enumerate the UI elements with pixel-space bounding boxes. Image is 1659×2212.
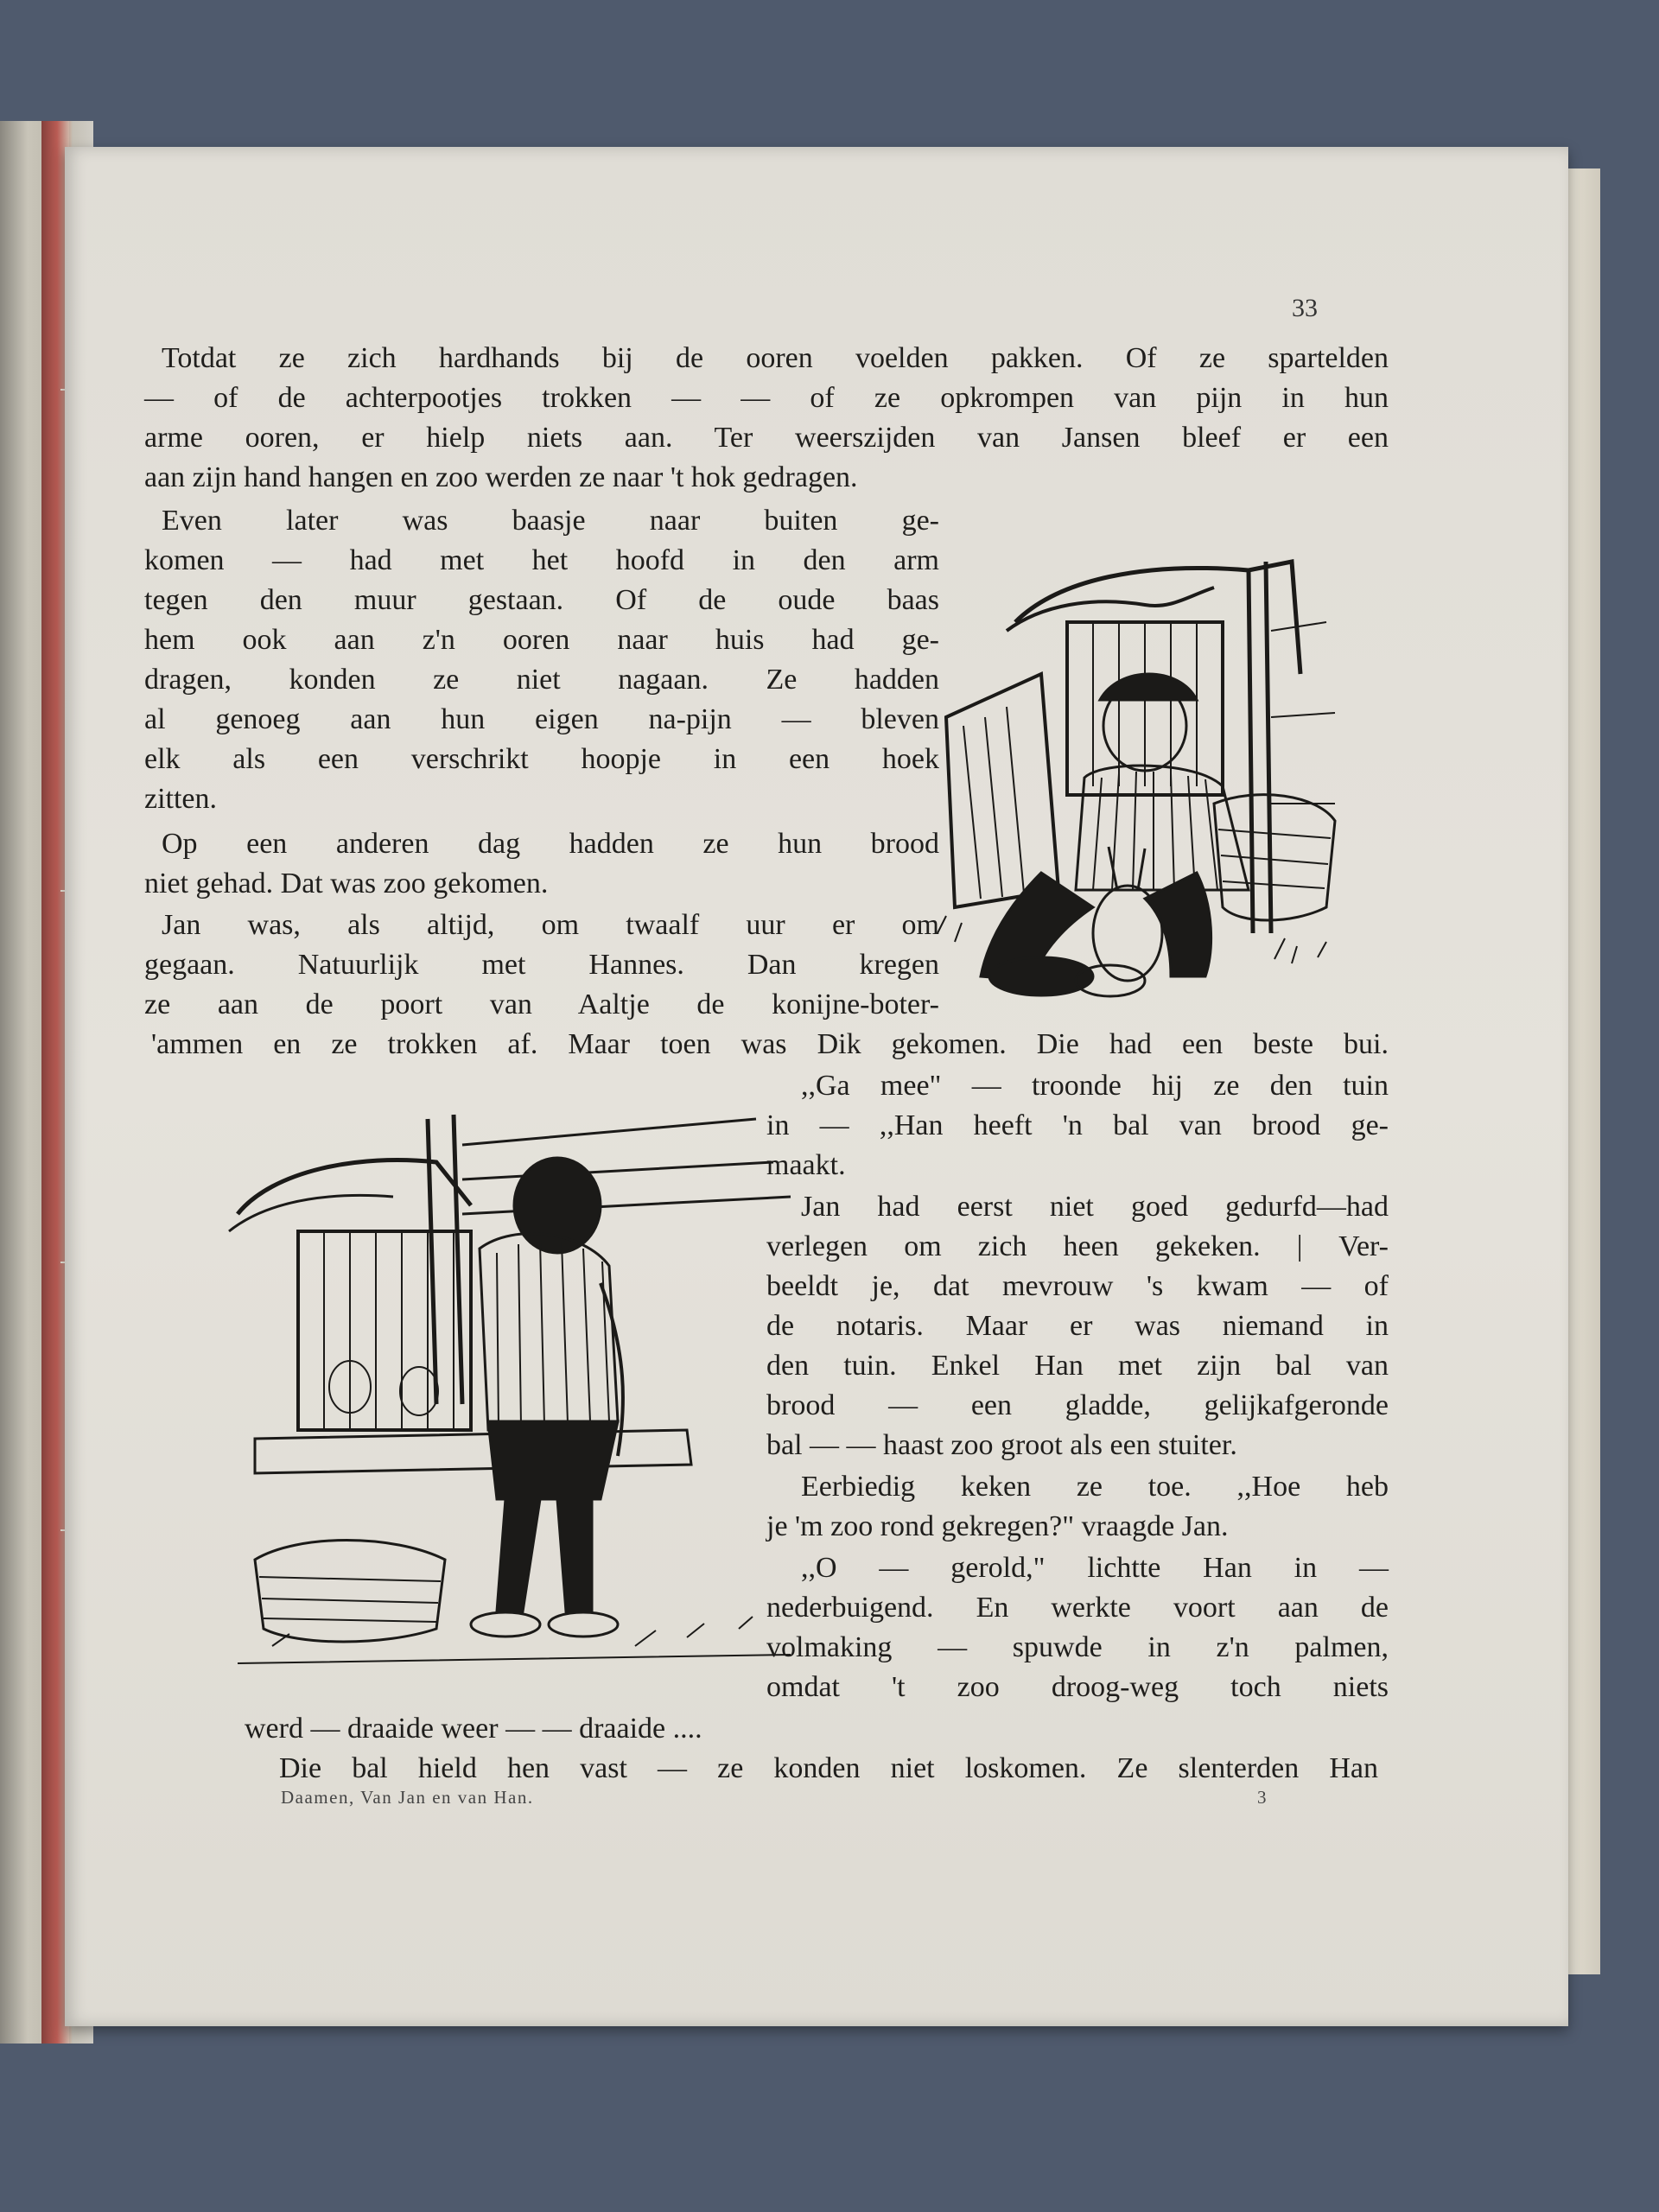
paragraph-line: — of de achterpootjes trokken — — of ze opkrompen van pijn in hun [144,382,1389,414]
paragraph-line: Die bal hield hen vast — ze konden niet loskomen. Ze slenterden Han [279,1752,1378,1784]
paragraph-line: 'ammen en ze trokken af. Maar toen was Dik gekomen. Die had een beste bui. [151,1028,1389,1060]
paragraph-line: bal — — haast zoo groot als een stuiter. [766,1429,1237,1461]
paragraph-line: komen — had met het hoofd in den arm [144,544,939,576]
paragraph-line: Eerbiedig keken ze toe. ,,Hoe heb [801,1471,1389,1503]
boy-at-rabbit-hutch-illustration [220,1093,808,1689]
paragraph-line: zitten. [144,783,218,815]
signature-mark: 3 [1257,1787,1268,1808]
paragraph-line: Jan was, als altijd, om twaalf uur er om [162,909,939,941]
paragraph-line: elk als een verschrikt hoopje in een hoek [144,743,939,775]
page-number: 33 [1292,294,1318,322]
paragraph-line: brood — een gladde, gelijkafgeronde [766,1389,1389,1421]
paragraph-line: ,,Ga mee" — troonde hij ze den tuin [801,1070,1389,1102]
paragraph-line: ze aan de poort van Aaltje de konijne-boter- [144,988,939,1020]
paragraph-line: je 'm zoo rond gekregen?" vraagde Jan. [766,1510,1229,1542]
paragraph-line: Even later was baasje naar buiten ge- [162,505,939,537]
paragraph-line: arme ooren, er hielp niets aan. Ter weerszijden van Jansen bleef er een [144,422,1389,454]
running-title: Daamen, Van Jan en van Han. [281,1787,534,1808]
paragraph-line: aan zijn hand hangen en zoo werden ze naar 't hok gedragen. [144,461,858,493]
paragraph-line: niet gehad. Dat was zoo gekomen. [144,868,549,899]
paragraph-line: den tuin. Enkel Han met zijn bal van [766,1350,1389,1382]
paragraph-line: werd — draaide weer — — draaide .... [245,1713,702,1745]
paragraph-line: de notaris. Maar er was niemand in [766,1310,1389,1342]
paragraph-line: ,,O — gerold," lichtte Han in — [801,1552,1389,1584]
paragraph-line: hem ook aan z'n ooren naar huis had ge- [144,624,939,656]
paragraph-line: tegen den muur gestaan. Of de oude baas [144,584,939,616]
paragraph-line: gegaan. Natuurlijk met Hannes. Dan kregen [144,949,939,981]
boy-holding-rabbit-illustration [886,527,1395,1011]
paragraph-line: maakt. [766,1149,846,1181]
paragraph-line: nederbuigend. En werkte voort aan de [766,1592,1389,1624]
paragraph-line: volmaking — spuwde in z'n palmen, [766,1631,1389,1663]
book-page [65,147,1568,2026]
paragraph-line: Totdat ze zich hardhands bij de ooren voelden pakken. Of ze spartelden [162,342,1389,374]
paragraph-line: beeldt je, dat mevrouw 's kwam — of [766,1270,1389,1302]
paragraph-line: Op een anderen dag hadden ze hun brood [162,828,939,860]
paragraph-line: dragen, konden ze niet nagaan. Ze hadden [144,664,939,696]
paragraph-line: in — ,,Han heeft 'n bal van brood ge- [766,1109,1389,1141]
paragraph-line: verlegen om zich heen gekeken. | Ver- [766,1230,1389,1262]
paragraph-line: al genoeg aan hun eigen na-pijn — bleven [144,703,939,735]
paragraph-line: omdat 't zoo droog-weg toch niets [766,1671,1389,1703]
paragraph-line: Jan had eerst niet goed gedurfd—had [801,1191,1389,1223]
